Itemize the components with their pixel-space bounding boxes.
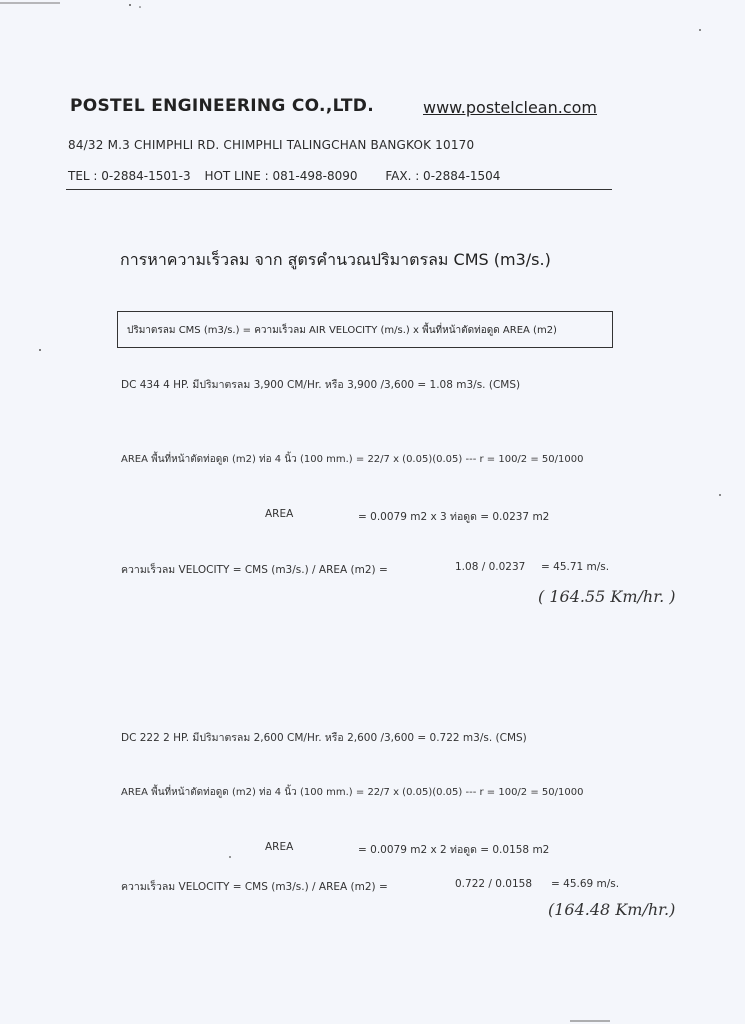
section-1-velocity-calc: 1.08 / 0.0237	[455, 561, 526, 573]
section-1-velocity-result: = 45.71 m/s.	[541, 561, 610, 573]
section-1-area-label: AREA	[265, 508, 294, 520]
section-2-velocity-label: ความเร็วลม VELOCITY = CMS (m3/s.) / AREA (m2) =	[121, 881, 388, 893]
company-website: www.postelclean.com	[423, 98, 598, 117]
fax: FAX. : 0-2884-1504	[385, 169, 501, 183]
hotline: HOT LINE : 081-498-8090	[204, 169, 358, 183]
formula-text: ปริมาตรลม CMS (m3/s.) = ความเร็วลม AIR VELOCITY (m/s.) x พื้นที่หน้าตัดท่อดูด AREA (m2)	[127, 325, 557, 336]
section-2-handwritten-note: (164.48 Km/hr.)	[548, 900, 676, 919]
section-2-velocity-calc: 0.722 / 0.0158	[455, 878, 533, 890]
section-2-area-calc: = 0.0079 m2 x 2 ท่อดูด = 0.0158 m2	[358, 844, 550, 856]
section-2-model-line: DC 222 2 HP. มีปริมาตรลม 2,600 CM/Hr. หรือ 2,600 /3,600 = 0.722 m3/s. (CMS)	[121, 732, 527, 744]
section-1-area-calc: = 0.0079 m2 x 3 ท่อดูด = 0.0237 m2	[358, 511, 550, 523]
company-name: POSTEL ENGINEERING CO.,LTD.	[70, 96, 374, 116]
company-address: 84/32 M.3 CHIMPHLI RD. CHIMPHLI TALINGCHAN BANGKOK 10170	[68, 138, 475, 152]
section-1-model-line: DC 434 4 HP. มีปริมาตรลม 3,900 CM/Hr. หรือ 3,900 /3,600 = 1.08 m3/s. (CMS)	[121, 379, 521, 391]
section-2-area-formula: AREA พื้นที่หน้าตัดท่อดูด (m2) ท่อ 4 นิ้ว (100 mm.) = 22/7 x (0.05)(0.05) --- r = 100/2 = 50/1000	[121, 787, 584, 798]
telephone: TEL : 0-2884-1501-3	[68, 169, 191, 183]
section-1-handwritten-note: ( 164.55 Km/hr. )	[538, 587, 676, 606]
section-1-velocity-label: ความเร็วลม VELOCITY = CMS (m3/s.) / AREA (m2) =	[121, 564, 388, 576]
section-2-velocity-result: = 45.69 m/s.	[551, 878, 620, 890]
document-title: การหาความเร็วลม จาก สูตรคำนวณปริมาตรลม CMS (m3/s.)	[120, 250, 551, 269]
section-1-area-formula: AREA พื้นที่หน้าตัดท่อดูด (m2) ท่อ 4 นิ้ว (100 mm.) = 22/7 x (0.05)(0.05) --- r = 100/2 = 50/1000	[121, 454, 584, 465]
section-2-area-label: AREA	[265, 841, 294, 853]
